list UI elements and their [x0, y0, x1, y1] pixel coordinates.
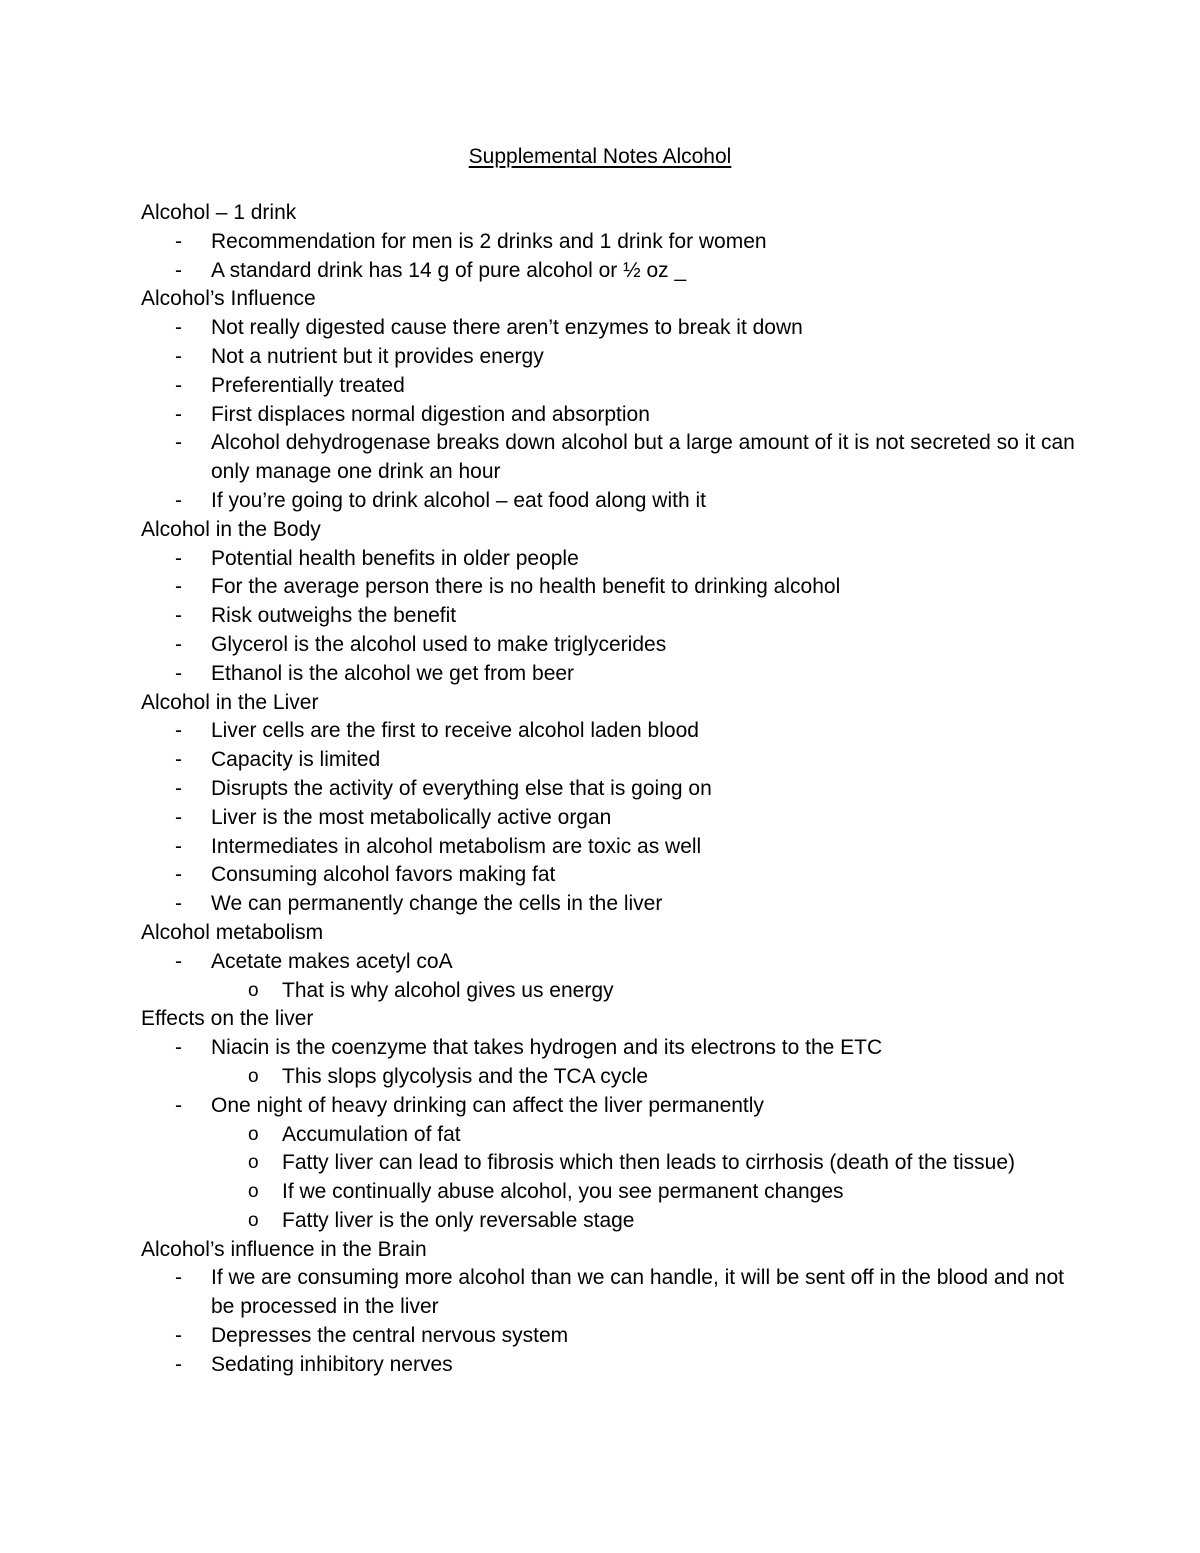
sub-bullet-item [141, 1121, 1081, 1150]
bullet-text: Glycerol is the alcohol used to make triglycerides [211, 632, 667, 656]
circle-bullet-icon: o [248, 1181, 259, 1203]
bullet-item [141, 1322, 1081, 1351]
bullet-item [141, 1092, 1081, 1121]
section-heading: Alcohol in the Liver [141, 690, 319, 714]
sub-bullet-item [141, 1063, 1081, 1092]
bullet-text: Risk outweighs the benefit [211, 604, 457, 628]
sub-bullet-item [141, 1178, 1081, 1207]
circle-bullet-icon: o [248, 1065, 259, 1087]
dash-bullet-icon: - [175, 748, 182, 772]
bullet-text: Niacin is the coenzyme that takes hydrogen and its electrons to the ETC [211, 1036, 883, 1060]
dash-bullet-icon: - [175, 834, 182, 858]
bullet-item [141, 487, 1081, 516]
dash-bullet-icon: - [175, 1352, 182, 1376]
dash-bullet-icon: - [175, 1036, 182, 1060]
bullet-text: Not really digested cause there aren’t enzymes to break it down [211, 316, 803, 340]
bullet-text: First displaces normal digestion and absorption [211, 402, 650, 426]
dash-bullet-icon: - [175, 431, 182, 455]
dash-bullet-icon: - [175, 805, 182, 829]
bullet-text: Intermediates in alcohol metabolism are toxic as well [211, 834, 702, 858]
bullet-text: If we are consuming more alcohol than we can handle, it will be sent off in the blood and not be processed in the liver [211, 1266, 1064, 1319]
bullet-text: Disrupts the activity of everything else that is going on [211, 776, 712, 800]
dash-bullet-icon: - [175, 546, 182, 570]
dash-bullet-icon: - [175, 604, 182, 628]
dash-bullet-icon: - [175, 488, 182, 512]
circle-bullet-icon: o [248, 1152, 259, 1174]
sub-bullet-text: Accumulation of fat [282, 1122, 461, 1146]
section-heading: Alcohol’s Influence [141, 287, 316, 311]
bullet-item [141, 343, 1081, 372]
bullet-item [141, 401, 1081, 430]
circle-bullet-icon: o [248, 979, 259, 1001]
bullet-item [141, 717, 1081, 746]
dash-bullet-icon: - [175, 892, 182, 916]
section-heading: Alcohol in the Body [141, 517, 321, 541]
bullet-text: One night of heavy drinking can affect the liver permanently [211, 1093, 764, 1117]
dash-bullet-icon: - [175, 344, 182, 368]
dash-bullet-icon: - [175, 1324, 182, 1348]
bullet-text: For the average person there is no health benefit to drinking alcohol [211, 575, 841, 599]
bullet-text: Recommendation for men is 2 drinks and 1 drink for women [211, 229, 767, 253]
bullet-item [141, 314, 1081, 343]
sub-bullet-item [141, 1207, 1081, 1236]
dash-bullet-icon: - [175, 661, 182, 685]
dash-bullet-icon: - [175, 258, 182, 282]
bullet-text: Liver is the most metabolically active organ [211, 805, 612, 829]
bullet-item [141, 257, 1081, 286]
bullet-item [141, 1264, 1081, 1322]
dash-bullet-icon: - [175, 949, 182, 973]
sub-bullet-item [141, 977, 1081, 1006]
bullet-text: Ethanol is the alcohol we get from beer [211, 661, 575, 685]
bullet-text: Acetate makes acetyl coA [211, 949, 453, 973]
bullet-item [141, 429, 1081, 487]
section-heading: Alcohol – 1 drink [141, 201, 297, 224]
dash-bullet-icon: - [175, 1266, 182, 1290]
dash-bullet-icon: - [175, 229, 182, 253]
sub-bullet-text: Fatty liver is the only reversable stage [282, 1208, 635, 1232]
bullet-item [141, 890, 1081, 919]
bullet-item [141, 660, 1081, 689]
section-heading: Alcohol metabolism [141, 920, 324, 944]
sub-bullet-text: That is why alcohol gives us energy [282, 978, 614, 1002]
bullet-item [141, 602, 1081, 631]
bullet-text: We can permanently change the cells in the liver [211, 892, 663, 916]
notes-body [141, 199, 1081, 1380]
bullet-item [141, 228, 1081, 257]
dash-bullet-icon: - [175, 719, 182, 743]
document-title: Supplemental Notes Alcohol [468, 145, 732, 168]
section-heading: Alcohol’s influence in the Brain [141, 1237, 427, 1261]
dash-bullet-icon: - [175, 776, 182, 800]
circle-bullet-icon: o [248, 1209, 259, 1231]
dash-bullet-icon: - [175, 575, 182, 599]
bullet-text: Sedating inhibitory nerves [211, 1352, 453, 1376]
bullet-item [141, 861, 1081, 890]
section-heading: Effects on the liver [141, 1007, 314, 1031]
bullet-item [141, 573, 1081, 602]
sub-bullet-text: Fatty liver can lead to fibrosis which then leads to cirrhosis (death of the tissue) [282, 1151, 1016, 1175]
bullet-text: Potential health benefits in older people [211, 546, 579, 570]
sub-bullet-item [141, 1149, 1081, 1178]
sub-bullet-text: If we continually abuse alcohol, you see permanent changes [282, 1180, 844, 1204]
bullet-text: A standard drink has 14 g of pure alcohol or ½ oz _ [211, 258, 687, 282]
bullet-text: Depresses the central nervous system [211, 1324, 569, 1348]
bullet-item [141, 1351, 1081, 1380]
bullet-item [141, 746, 1081, 775]
bullet-item [141, 631, 1081, 660]
bullet-text: If you’re going to drink alcohol – eat food along with it [211, 488, 706, 512]
bullet-text: Liver cells are the first to receive alcohol laden blood [211, 719, 699, 743]
circle-bullet-icon: o [248, 1123, 259, 1145]
bullet-text: Capacity is limited [211, 748, 381, 772]
dash-bullet-icon: - [175, 863, 182, 887]
bullet-item [141, 775, 1081, 804]
bullet-text: Not a nutrient but it provides energy [211, 344, 544, 368]
bullet-item [141, 372, 1081, 401]
bullet-item [141, 804, 1081, 833]
bullet-item [141, 545, 1081, 574]
bullet-item [141, 1034, 1081, 1063]
dash-bullet-icon: - [175, 632, 182, 656]
dash-bullet-icon: - [175, 316, 182, 340]
bullet-item [141, 948, 1081, 977]
sub-bullet-text: This slops glycolysis and the TCA cycle [282, 1064, 649, 1088]
bullet-text: Preferentially treated [211, 373, 405, 397]
bullet-text: Consuming alcohol favors making fat [211, 863, 556, 887]
dash-bullet-icon: - [175, 402, 182, 426]
bullet-text: Alcohol dehydrogenase breaks down alcohol but a large amount of it is not secreted so it can only manage one drink an hour [211, 431, 1075, 484]
dash-bullet-icon: - [175, 373, 182, 397]
bullet-item [141, 833, 1081, 862]
dash-bullet-icon: - [175, 1093, 182, 1117]
